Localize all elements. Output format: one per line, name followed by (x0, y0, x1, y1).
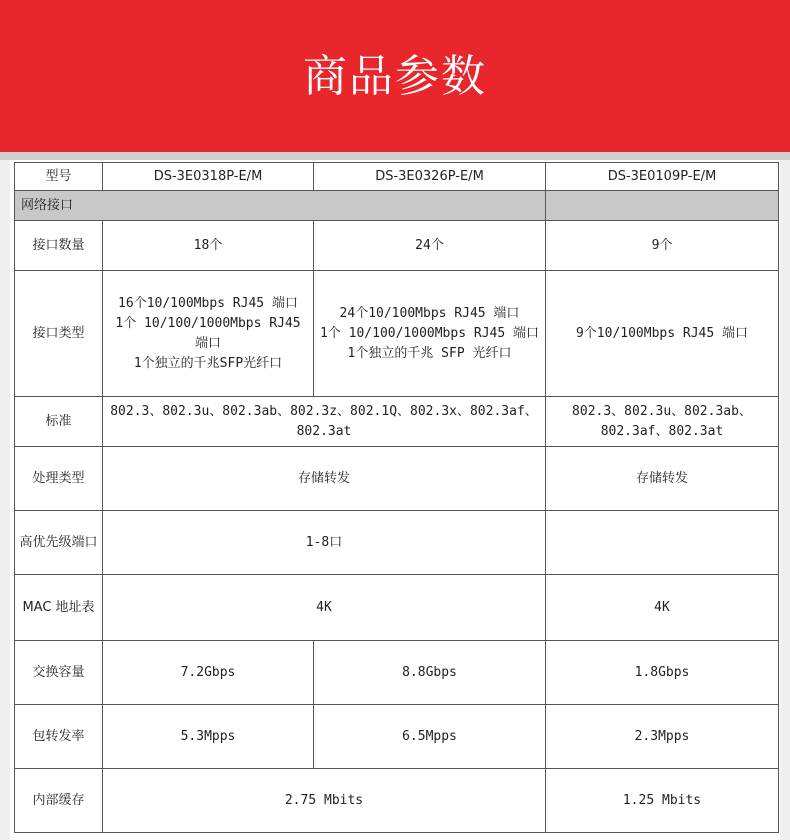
table-header-row (15, 163, 779, 191)
port-type-model-2 (314, 271, 546, 397)
port-type-line: 1个独立的千兆 SFP 光纤口 (347, 345, 512, 361)
model-label: 型号 (15, 163, 103, 191)
processing-model-3: 存储转发 (546, 447, 779, 511)
priority-model-3 (546, 511, 779, 575)
processing-models-1-2: 存储转发 (103, 447, 546, 511)
port-count-model-2: 24个 (314, 221, 546, 271)
table-row (15, 641, 779, 705)
port-type-line: 1个 10/100/1000Mbps RJ45 端口 (319, 325, 539, 341)
table-row (15, 511, 779, 575)
port-count-model-3: 9个 (546, 221, 779, 271)
section-network-interface: 网络接口 (15, 191, 546, 221)
banner-divider (0, 152, 790, 160)
row-label-processing: 处理类型 (15, 447, 103, 511)
forwarding-rate-model-1: 5.3Mpps (103, 705, 314, 769)
table-row (15, 575, 779, 641)
buffer-models-1-2: 2.75 Mbits (103, 769, 546, 833)
model-3: DS-3E0109P-E/M (546, 163, 779, 191)
section-blank-cell (546, 191, 779, 221)
switch-capacity-model-3: 1.8Gbps (546, 641, 779, 705)
page-title: 商品参数 (303, 51, 487, 102)
row-label-port-type: 接口类型 (15, 271, 103, 397)
model-1: DS-3E0318P-E/M (103, 163, 314, 191)
table-row (15, 271, 779, 397)
standard-model-3: 802.3、802.3u、802.3ab、802.3af、802.3at (546, 397, 779, 447)
forwarding-rate-model-2: 6.5Mpps (314, 705, 546, 769)
switch-capacity-model-2: 8.8Gbps (314, 641, 546, 705)
priority-models-1-2: 1-8口 (103, 511, 546, 575)
forwarding-rate-model-3: 2.3Mpps (546, 705, 779, 769)
port-type-model-1 (103, 271, 314, 397)
port-type-line: 24个10/100Mbps RJ45 端口 (339, 305, 520, 321)
row-label-switch-capacity: 交换容量 (15, 641, 103, 705)
table-row (15, 447, 779, 511)
port-type-model-3: 9个10/100Mbps RJ45 端口 (546, 271, 779, 397)
header-banner (0, 0, 790, 152)
buffer-model-3: 1.25 Mbits (546, 769, 779, 833)
table-row (15, 397, 779, 447)
row-label-port-count: 接口数量 (15, 221, 103, 271)
left-margin-strip (0, 160, 10, 840)
table-row (15, 769, 779, 833)
switch-capacity-model-1: 7.2Gbps (103, 641, 314, 705)
port-type-line: 16个10/100Mbps RJ45 端口 (118, 295, 298, 311)
row-label-standard: 标准 (15, 397, 103, 447)
standard-models-1-2: 802.3、802.3u、802.3ab、802.3z、802.1Q、802.3x、802.3af、802.3at (103, 397, 546, 447)
row-label-forwarding-rate: 包转发率 (15, 705, 103, 769)
row-label-mac-table: MAC 地址表 (15, 575, 103, 641)
spec-table (14, 162, 779, 833)
port-count-model-1: 18个 (103, 221, 314, 271)
port-type-line: 1个 10/100/1000Mbps RJ45 端口 (115, 315, 301, 351)
model-2: DS-3E0326P-E/M (314, 163, 546, 191)
mac-table-models-1-2: 4K (103, 575, 546, 641)
row-label-priority: 高优先级端口 (15, 511, 103, 575)
row-label-buffer: 内部缓存 (15, 769, 103, 833)
table-row (15, 705, 779, 769)
mac-table-model-3: 4K (546, 575, 779, 641)
right-margin-strip (780, 160, 790, 840)
table-row (15, 221, 779, 271)
section-row (15, 191, 779, 221)
port-type-line: 1个独立的千兆SFP光纤口 (133, 355, 283, 371)
